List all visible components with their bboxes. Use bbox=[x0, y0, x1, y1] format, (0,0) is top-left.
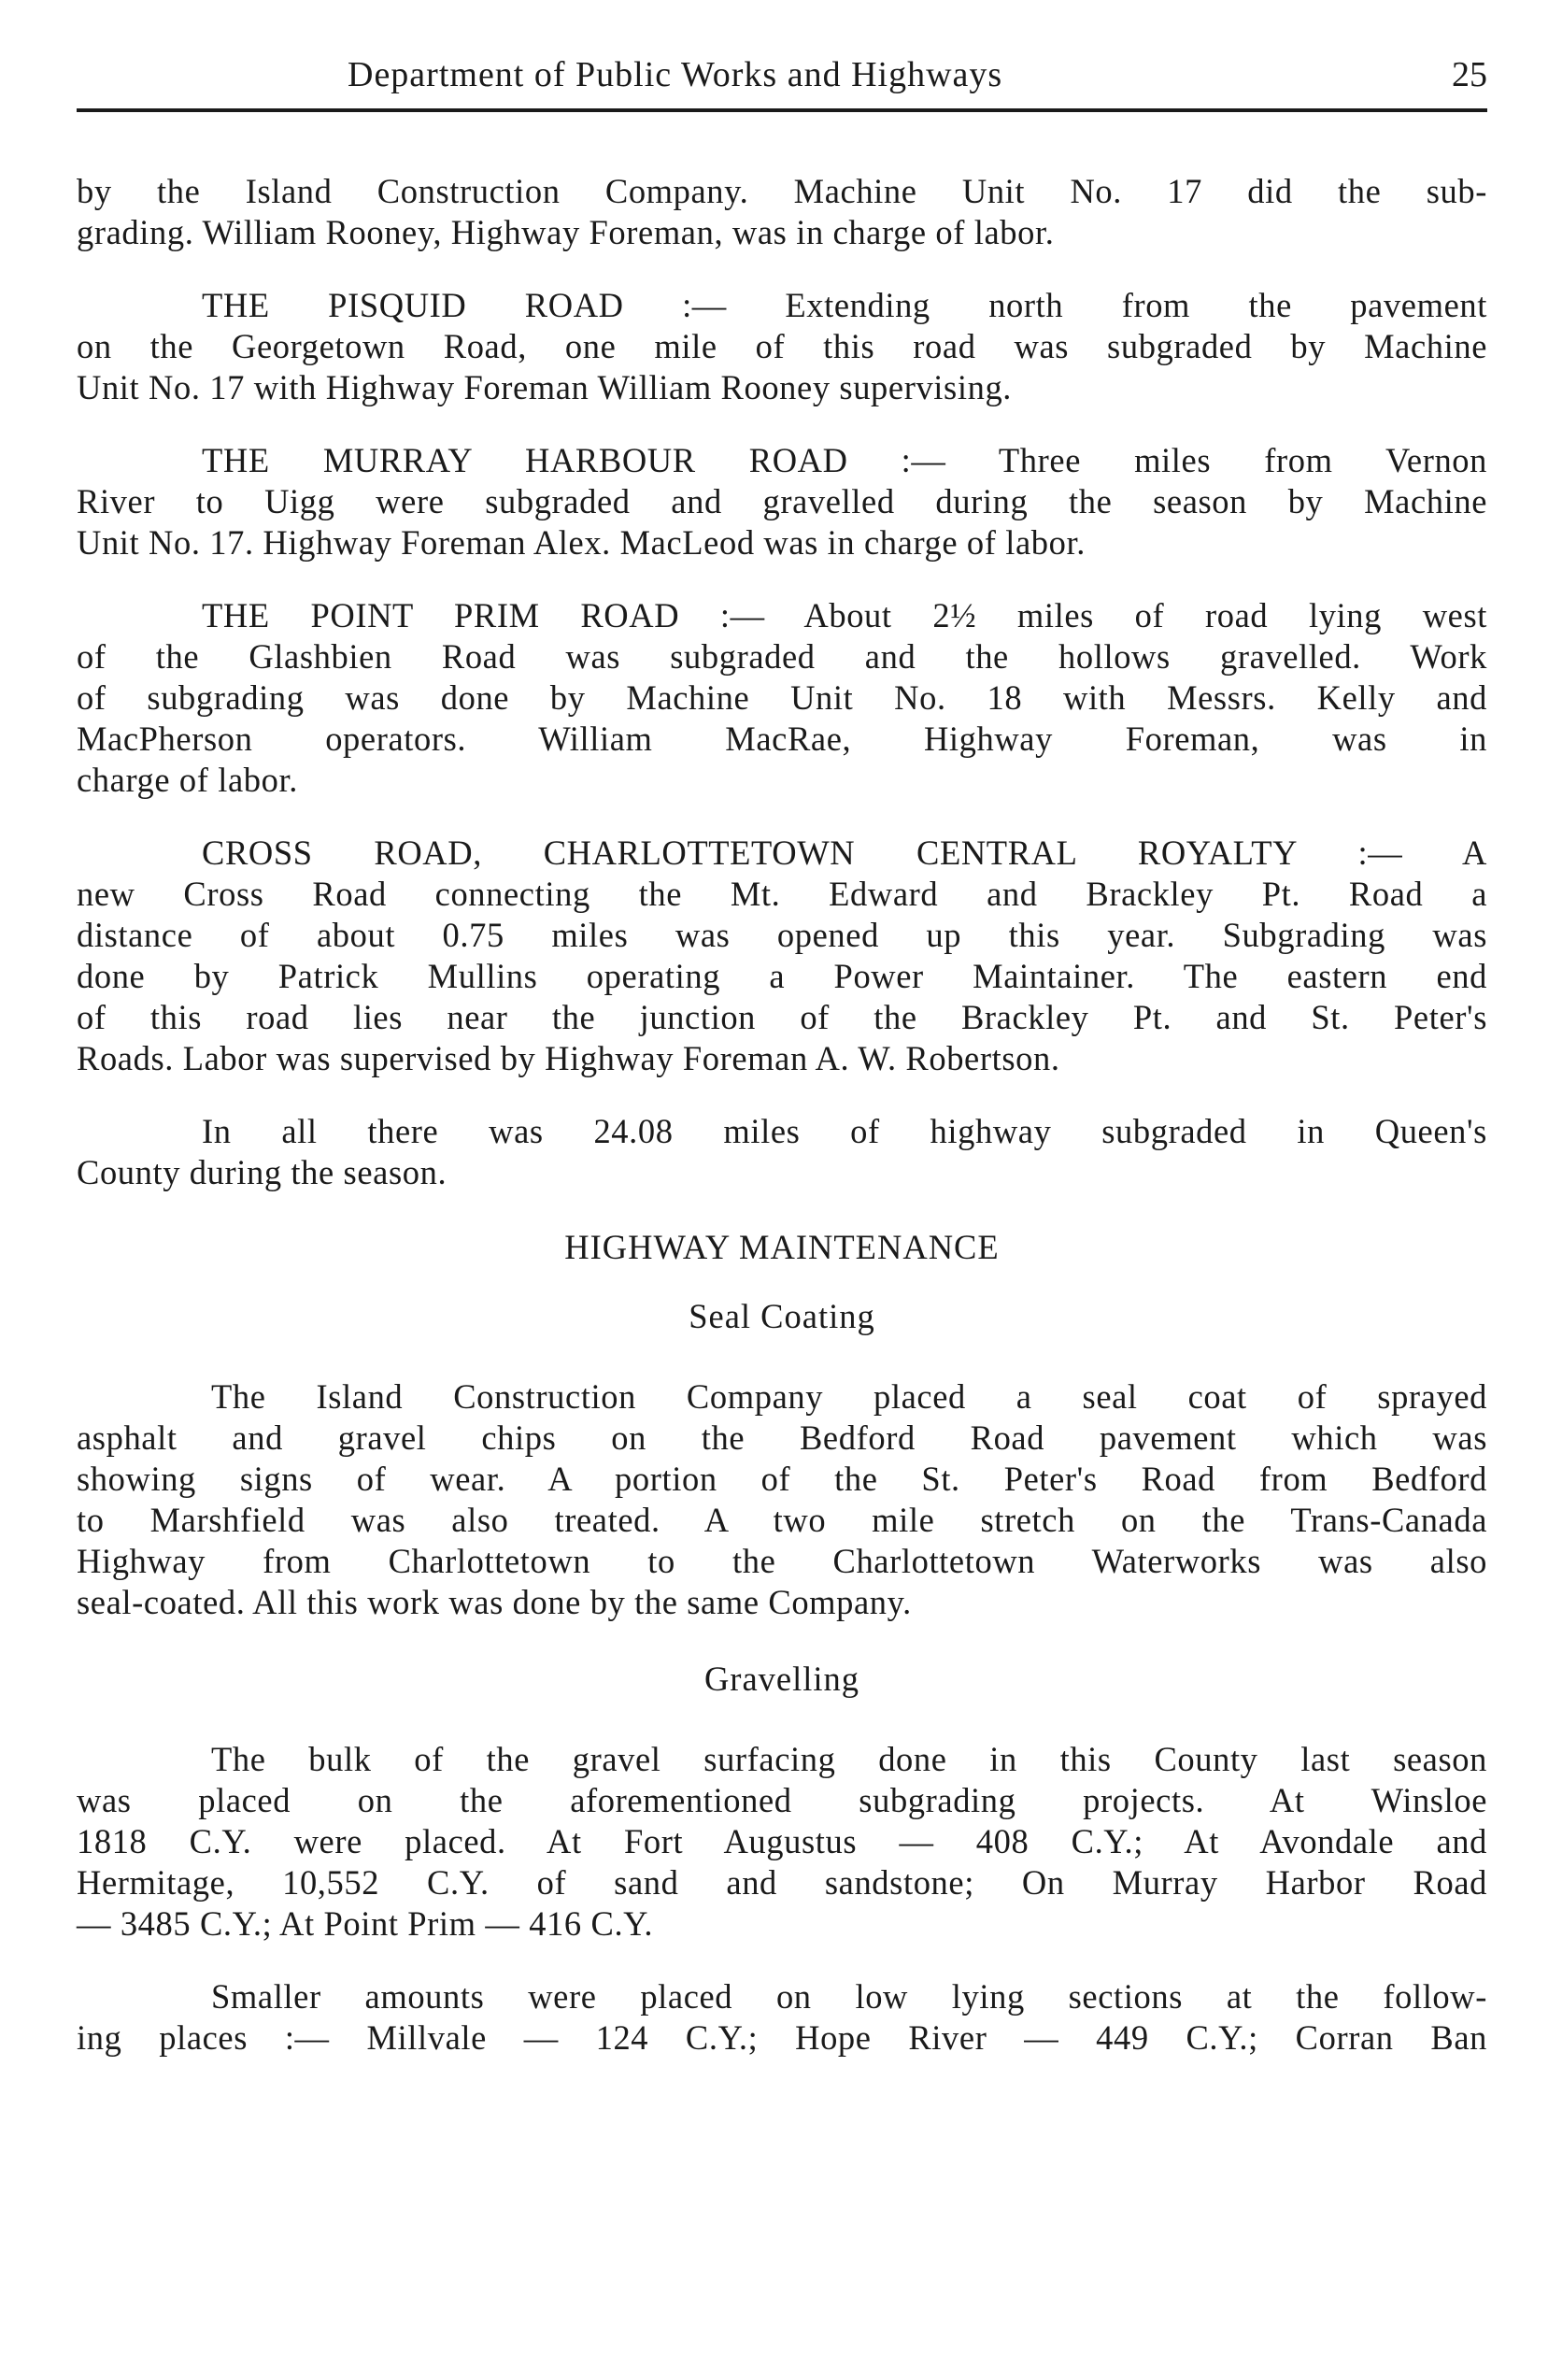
text-line: The Island Construction Company placed a seal coat of sprayed bbox=[211, 1377, 1487, 1416]
paragraph-seal-coating bbox=[77, 1376, 1487, 1623]
text-line: of this road lies near the junction of the Brackley Pt. and St. Peter's bbox=[77, 998, 1487, 1036]
paragraph-cross-road bbox=[77, 833, 1487, 1079]
text-line: River to Uigg were subgraded and gravelled during the season by Machine bbox=[77, 482, 1487, 520]
paragraph-gravel-surfacing bbox=[77, 1739, 1487, 1945]
text-line: Smaller amounts were placed on low lying sections at the follow- bbox=[211, 1977, 1487, 2016]
text-line: Unit No. 17. Highway Foreman Alex. MacLeod was in charge of labor. bbox=[77, 523, 1086, 562]
page-number: 25 bbox=[1452, 55, 1487, 94]
paragraph-total-miles bbox=[77, 1111, 1487, 1193]
paragraph-pisquid-road bbox=[77, 285, 1487, 408]
text-line: showing signs of wear. A portion of the St. Peter's Road from Bedford bbox=[77, 1460, 1487, 1498]
text-line: by the Island Construction Company. Machine Unit No. 17 did the sub- bbox=[77, 172, 1487, 210]
paragraph-island-construction bbox=[77, 171, 1487, 253]
text-line: new Cross Road connecting the Mt. Edward and Brackley Pt. Road a bbox=[77, 875, 1487, 913]
text-line: of subgrading was done by Machine Unit No. 18 with Messrs. Kelly and bbox=[77, 678, 1487, 717]
running-header bbox=[77, 54, 1487, 103]
subsection-heading-gravelling: Gravelling bbox=[703, 1660, 860, 1698]
text-line: seal-coated. All this work was done by the same Company. bbox=[77, 1583, 912, 1621]
text-line: 1818 C.Y. were placed. At Fort Augustus — 408 C.Y.; At Avondale and bbox=[77, 1822, 1487, 1860]
text-line: Hermitage, 10,552 C.Y. of sand and sandstone; On Murray Harbor Road bbox=[77, 1863, 1487, 1902]
body-text bbox=[77, 171, 1487, 2090]
text-line: THE MURRAY HARBOUR ROAD :— Three miles from Vernon bbox=[202, 441, 1487, 479]
header-title: Department of Public Works and Highways bbox=[348, 55, 1003, 94]
text-line: County during the season. bbox=[77, 1153, 447, 1191]
text-line: Roads. Labor was supervised by Highway Foreman A. W. Robertson. bbox=[77, 1039, 1060, 1077]
text-line: In all there was 24.08 miles of highway subgraded in Queen's bbox=[202, 1112, 1487, 1150]
text-line: charge of labor. bbox=[77, 761, 298, 799]
text-line: MacPherson operators. William MacRae, Highway Foreman, was in bbox=[77, 720, 1487, 758]
text-line: THE POINT PRIM ROAD :— About 2½ miles of road lying west bbox=[202, 596, 1487, 634]
text-line: grading. William Rooney, Highway Foreman, was in charge of labor. bbox=[77, 213, 1055, 251]
text-line: Unit No. 17 with Highway Foreman William Rooney supervising. bbox=[77, 368, 1013, 406]
text-line: ing places :— Millvale — 124 C.Y.; Hope River — 449 C.Y.; Corran Ban bbox=[77, 2018, 1487, 2057]
text-line: done by Patrick Mullins operating a Power Maintainer. The eastern end bbox=[77, 957, 1487, 995]
paragraph-point-prim-road bbox=[77, 595, 1487, 801]
text-line: on the Georgetown Road, one mile of this road was subgraded by Machine bbox=[77, 327, 1487, 365]
section-heading-highway-maintenance: HIGHWAY MAINTENANCE bbox=[564, 1228, 1000, 1266]
header-rule bbox=[77, 108, 1487, 112]
text-line: The bulk of the gravel surfacing done in this County last season bbox=[211, 1740, 1487, 1778]
text-line: asphalt and gravel chips on the Bedford Road pavement which was bbox=[77, 1418, 1487, 1457]
text-line: was placed on the aforementioned subgrading projects. At Winsloe bbox=[77, 1781, 1487, 1819]
text-line: Highway from Charlottetown to the Charlottetown Waterworks was also bbox=[77, 1542, 1487, 1580]
text-line: of the Glashbien Road was subgraded and the hollows gravelled. Work bbox=[77, 637, 1487, 676]
text-line: THE PISQUID ROAD :— Extending north from the pavement bbox=[202, 286, 1487, 324]
text-line: — 3485 C.Y.; At Point Prim — 416 C.Y. bbox=[77, 1904, 654, 1943]
text-line: CROSS ROAD, CHARLOTTETOWN CENTRAL ROYALTY :— A bbox=[202, 834, 1487, 872]
paragraph-murray-harbour-road bbox=[77, 440, 1487, 563]
text-line: to Marshfield was also treated. A two mile stretch on the Trans-Canada bbox=[77, 1501, 1487, 1539]
paragraph-smaller-amounts bbox=[77, 1976, 1487, 2059]
subsection-heading-seal-coating: Seal Coating bbox=[689, 1297, 875, 1335]
text-line: distance of about 0.75 miles was opened up this year. Subgrading was bbox=[77, 916, 1487, 954]
